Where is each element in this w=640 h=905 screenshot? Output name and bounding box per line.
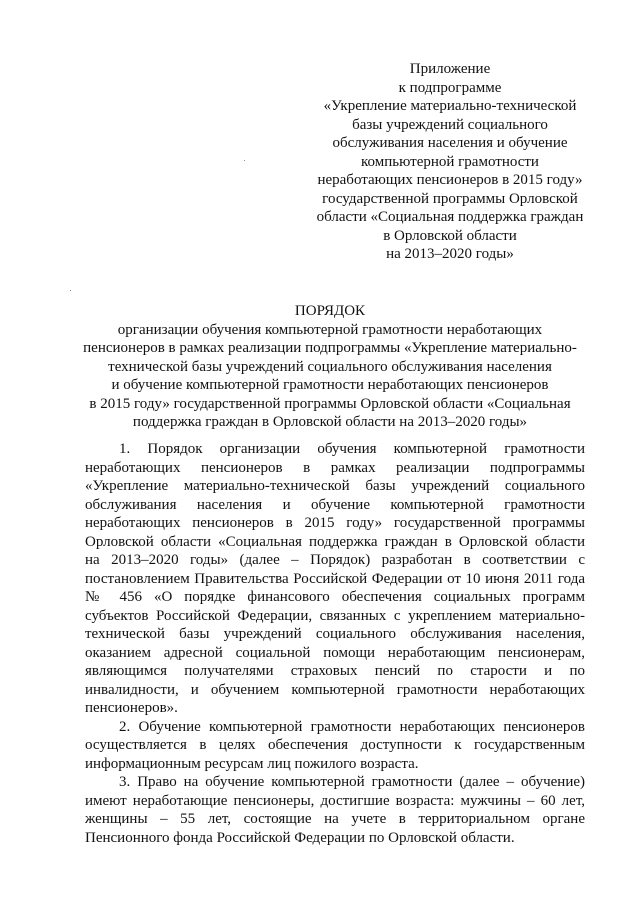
paragraph-line: пенсионеров». [85, 700, 178, 716]
title-line: и обучение компьютерной грамотности неработающих пенсионеров [111, 377, 549, 393]
appendix-line: на 2013–2020 годы» [386, 246, 514, 262]
paragraph-line: 2. Обучение компьютерной грамотности неработающих пенсионеров [119, 718, 585, 735]
appendix-line: «Укрепление материально-технической [323, 98, 577, 114]
title-line: технической базы учреждений социального обслуживания населения [108, 358, 552, 375]
title-line: пенсионеров в рамках реализации подпрограммы «Укрепление материально- [83, 340, 577, 356]
appendix-line: области «Социальная поддержка граждан [316, 209, 584, 225]
paragraph-line: «Укрепление материально-технической базы учреждений социального [85, 478, 585, 494]
document-body [85, 440, 585, 847]
paragraph-line: женщины – 55 лет, состоящие на учете в территориальном органе [85, 811, 585, 827]
title-line: в 2015 году» государственной программы Орловской области «Социальная [89, 395, 571, 412]
appendix-line: в Орловской области [383, 227, 517, 244]
paragraph-1 [85, 440, 585, 718]
paragraph-3 [85, 773, 585, 847]
paragraph-line: № 456 «О порядке финансового обеспечения социальных программ [85, 589, 585, 605]
appendix-line: к подпрограмме [398, 79, 502, 96]
paragraph-line: обслуживания населения и обучение компьютерной грамотности [85, 496, 585, 513]
paragraph-line: на 2013–2020 годы» (далее – Порядок) разработан в соответствии с [85, 552, 585, 568]
document-title [70, 302, 590, 432]
paragraph-line: инвалидности, и обучением компьютерной грамотности неработающих [85, 681, 585, 698]
scan-speck [244, 160, 245, 161]
title-heading: ПОРЯДОК [294, 303, 366, 319]
paragraph-line: являющимся получателями страховых пенсий по старости и по [85, 663, 585, 679]
scan-speck [70, 290, 71, 291]
paragraph-line: осуществляется в целях обеспечения доступности к государственным [85, 737, 585, 753]
appendix-header [300, 60, 600, 264]
paragraph-line: постановлением Правительства Российской Федерации от 10 июня 2011 года [85, 570, 585, 587]
title-line: поддержка граждан в Орловской области на 2013–2020 годы» [132, 414, 528, 430]
paragraph-line: оказанием адресной социальной помощи неработающим пенсионерам, [85, 644, 585, 661]
appendix-line: базы учреждений социального [352, 116, 548, 133]
appendix-line: компьютерной грамотности [361, 153, 539, 170]
paragraph-2 [85, 718, 585, 774]
paragraph-line: субъектов Российской Федерации, связанных с укреплением материально- [85, 607, 585, 624]
paragraph-line: неработающих пенсионеров в 2015 году» государственной программы [85, 515, 585, 531]
appendix-line: государственной программы Орловской [322, 190, 578, 207]
paragraph-line: Пенсионного фонда Российской Федерации по Орловской области. [85, 829, 515, 846]
appendix-line: обслуживания населения и обучение [332, 135, 568, 151]
paragraph-line: технической базы учреждений социального обслуживания населения, [85, 626, 585, 642]
appendix-line: Приложение [409, 61, 491, 77]
paragraph-line: 3. Право на обучение компьютерной грамотности (далее – обучение) [119, 774, 585, 790]
paragraph-line: информационным ресурсам лиц пожилого возраста. [85, 755, 419, 772]
paragraph-line: 1. Порядок организации обучения компьютерной грамотности [119, 441, 585, 457]
paragraph-line: имеют неработающие пенсионеры, достигшие возраста: мужчины – 60 лет, [85, 792, 585, 809]
paragraph-line: неработающих пенсионеров в рамках реализации подпрограммы [85, 459, 585, 476]
paragraph-line: Орловской области «Социальная поддержка граждан в Орловской области [85, 533, 585, 550]
appendix-line: неработающих пенсионеров в 2015 году» [317, 172, 583, 188]
title-line: организации обучения компьютерной грамотности неработающих [117, 321, 543, 338]
